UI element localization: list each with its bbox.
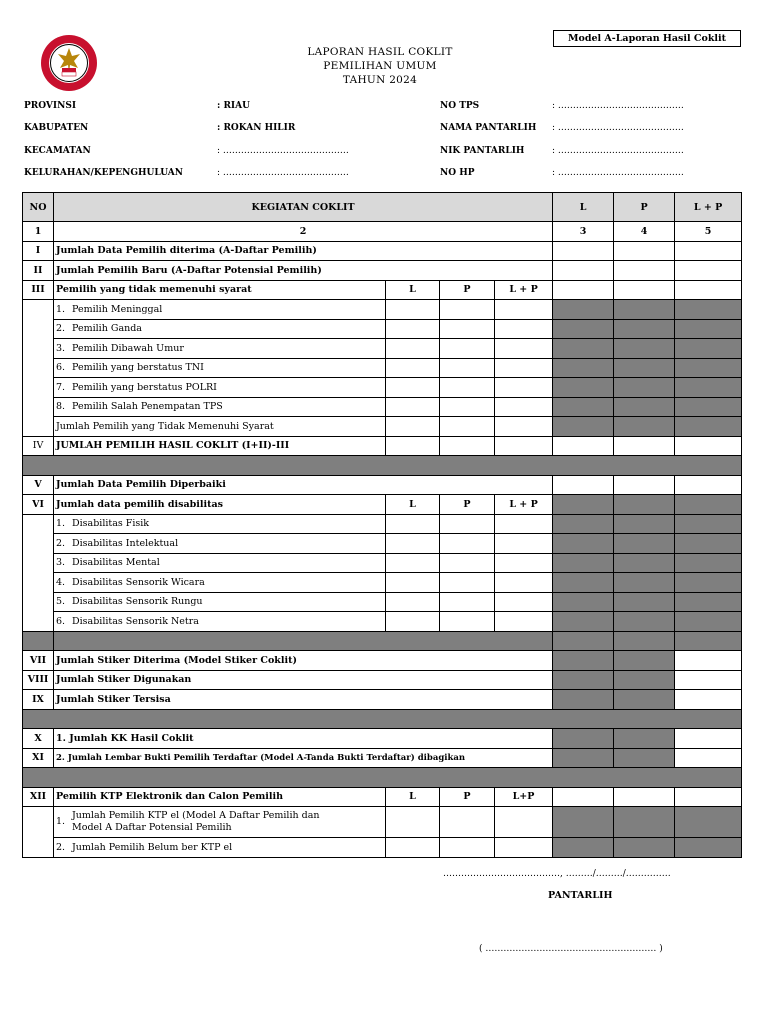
role-label: PANTARLIH	[548, 890, 613, 901]
cell-l[interactable]	[386, 417, 440, 437]
table-row	[23, 436, 742, 456]
shaded-cell	[553, 378, 614, 398]
table-row	[23, 690, 742, 710]
cell-p[interactable]	[614, 787, 675, 807]
table-row	[23, 729, 742, 749]
cell-l[interactable]	[386, 807, 440, 838]
cell-lp[interactable]	[495, 534, 553, 554]
item-number: 6.	[56, 615, 66, 627]
shaded-cell	[553, 807, 614, 838]
cell-p[interactable]	[614, 280, 675, 300]
item-label: Pemilih Dibawah Umur	[72, 342, 184, 354]
row-label: Pemilih KTP Elektronik dan Calon Pemilih	[54, 787, 386, 807]
item-label: Pemilih Meninggal	[72, 303, 163, 315]
shaded-cell	[675, 838, 742, 858]
nik-pantarlih-value[interactable]: : ……………………………………	[552, 146, 684, 156]
cell-l[interactable]	[386, 534, 440, 554]
row-label: 2. Jumlah Lembar Bukti Pemilih Terdaftar (Model A-Tanda Bukti Terdaftar) dibagikan	[54, 748, 553, 768]
cell-l[interactable]	[386, 592, 440, 612]
cell-l[interactable]	[386, 300, 440, 320]
shaded-separator	[54, 631, 553, 651]
item-label: Pemilih yang berstatus POLRI	[72, 381, 217, 393]
date-line[interactable]: …………………………………, ………/………/……………	[443, 869, 671, 879]
cell-l[interactable]	[553, 261, 614, 281]
shaded-cell	[553, 651, 614, 671]
cell-l[interactable]	[386, 436, 440, 456]
cell-p[interactable]	[440, 417, 495, 437]
header-lp: L + P	[675, 193, 742, 222]
row-no: III	[23, 280, 54, 300]
cell-p[interactable]	[614, 475, 675, 495]
provinsi-label: PROVINSI	[24, 101, 77, 111]
cell-l[interactable]	[386, 378, 440, 398]
item-number: 3.	[56, 342, 66, 354]
shaded-cell	[614, 612, 675, 632]
list-item	[23, 534, 742, 554]
num-c3: 3	[553, 222, 614, 242]
list-item	[23, 514, 742, 534]
shaded-cell	[553, 339, 614, 359]
shaded-cell	[675, 417, 742, 437]
cell-lp[interactable]	[675, 748, 742, 768]
item-number: 1.	[56, 518, 66, 530]
cell-lp[interactable]	[495, 436, 553, 456]
item-label: Disabilitas Mental	[72, 557, 160, 569]
cell-p[interactable]	[440, 514, 495, 534]
table-row	[23, 261, 742, 281]
cell-l[interactable]	[386, 838, 440, 858]
shaded-cell	[614, 495, 675, 515]
report-title	[250, 45, 510, 87]
sub-header-p: P	[440, 495, 495, 515]
shaded-cell	[553, 553, 614, 573]
item-number: 7.	[56, 381, 66, 393]
no-hp-value[interactable]: : ……………………………………	[552, 168, 684, 178]
cell-p[interactable]	[440, 397, 495, 417]
item-label-line1: Jumlah Pemilih KTP el (Model A Daftar Pemilih dan	[72, 810, 320, 821]
table-row	[23, 748, 742, 768]
shaded-separator	[23, 456, 742, 476]
row-label: Jumlah Pemilih Baru (A-Daftar Potensial Pemilih)	[54, 261, 553, 281]
row-no: XII	[23, 787, 54, 807]
cell-lp[interactable]	[495, 378, 553, 398]
row-no-blank	[23, 514, 54, 631]
list-item	[23, 300, 742, 320]
shaded-cell	[614, 358, 675, 378]
shaded-cell	[553, 319, 614, 339]
cell-lp[interactable]	[495, 807, 553, 838]
item-number: 5.	[56, 596, 66, 608]
row-no-blank	[23, 807, 54, 858]
shaded-cell	[614, 339, 675, 359]
shaded-cell	[553, 397, 614, 417]
nama-pantarlih-label: NAMA PANTARLIH	[440, 123, 537, 133]
row-no: II	[23, 261, 54, 281]
shaded-cell	[614, 378, 675, 398]
row-no: IV	[23, 436, 54, 456]
kabupaten-label: KABUPATEN	[24, 123, 89, 133]
row-label: 1. Jumlah KK Hasil Coklit	[54, 729, 553, 749]
cell-l[interactable]	[386, 319, 440, 339]
shaded-cell	[675, 339, 742, 359]
shaded-cell	[675, 300, 742, 320]
shaded-cell	[553, 670, 614, 690]
shaded-separator	[23, 768, 742, 788]
cell-lp[interactable]	[495, 592, 553, 612]
cell-p[interactable]	[440, 612, 495, 632]
row-no: I	[23, 241, 54, 261]
item-total-label: Jumlah Pemilih yang Tidak Memenuhi Syarat	[54, 417, 386, 437]
item-label: Disabilitas Sensorik Rungu	[72, 596, 203, 608]
header-l: L	[553, 193, 614, 222]
header-p: P	[614, 193, 675, 222]
shaded-cell	[614, 534, 675, 554]
kpu-logo	[40, 34, 98, 92]
item-label: Disabilitas Sensorik Netra	[72, 615, 199, 627]
shaded-cell	[553, 514, 614, 534]
item-label: Jumlah Pemilih Belum ber KTP el	[72, 841, 233, 853]
row-no: VI	[23, 495, 54, 515]
shaded-cell	[675, 319, 742, 339]
row-no: VII	[23, 651, 54, 671]
cell-lp[interactable]	[495, 553, 553, 573]
cell-l[interactable]	[386, 358, 440, 378]
shaded-cell	[675, 592, 742, 612]
shaded-cell	[675, 534, 742, 554]
shaded-cell	[553, 838, 614, 858]
provinsi-value[interactable]: : RIAU	[217, 101, 250, 111]
kecamatan-label: KECAMATAN	[24, 146, 91, 156]
cell-l[interactable]	[553, 280, 614, 300]
row-no: IX	[23, 690, 54, 710]
shaded-cell	[553, 300, 614, 320]
cell-lp[interactable]	[675, 787, 742, 807]
list-item	[23, 807, 742, 838]
shaded-cell	[675, 378, 742, 398]
kelurahan-label: KELURAHAN/KEPENGHULUAN	[24, 168, 184, 178]
table-row	[23, 475, 742, 495]
cell-p[interactable]	[440, 534, 495, 554]
shaded-cell	[675, 573, 742, 593]
item-label: Disabilitas Intelektual	[72, 537, 179, 549]
list-item	[23, 838, 742, 858]
no-hp-label: NO HP	[440, 168, 475, 178]
num-c4: 4	[614, 222, 675, 242]
row-label: Jumlah Stiker Tersisa	[54, 690, 553, 710]
title-line-1: LAPORAN HASIL COKLIT	[307, 46, 453, 58]
shaded-cell	[553, 729, 614, 749]
cell-p[interactable]	[614, 241, 675, 261]
shaded-cell	[614, 807, 675, 838]
item-number: 1.	[56, 816, 66, 827]
shaded-cell	[614, 838, 675, 858]
list-item	[23, 612, 742, 632]
shaded-separator	[675, 631, 742, 651]
list-item-total	[23, 417, 742, 437]
cell-lp[interactable]	[675, 261, 742, 281]
cell-lp[interactable]	[495, 514, 553, 534]
row-label: Jumlah Data Pemilih Diperbaiki	[54, 475, 553, 495]
cell-p[interactable]	[440, 838, 495, 858]
cell-l[interactable]	[386, 514, 440, 534]
shaded-cell	[553, 417, 614, 437]
cell-p[interactable]	[440, 358, 495, 378]
sub-header-lp: L+P	[495, 787, 553, 807]
table-row	[23, 241, 742, 261]
shaded-separator	[614, 631, 675, 651]
separator-row	[23, 768, 742, 788]
cell-lp[interactable]	[675, 436, 742, 456]
item-number: 2.	[56, 537, 66, 549]
shaded-cell	[553, 612, 614, 632]
row-label: JUMLAH PEMILIH HASIL COKLIT (I+II)-III	[54, 436, 386, 456]
shaded-cell	[614, 319, 675, 339]
row-label: Jumlah data pemilih disabilitas	[54, 495, 386, 515]
item-number: 2.	[56, 841, 66, 853]
sub-header-l: L	[386, 495, 440, 515]
cell-p[interactable]	[440, 553, 495, 573]
list-item	[23, 573, 742, 593]
kelurahan-value[interactable]: : ……………………………………	[217, 168, 349, 178]
list-item	[23, 319, 742, 339]
shaded-cell	[614, 553, 675, 573]
table-row	[23, 651, 742, 671]
item-label: Disabilitas Sensorik Wicara	[72, 576, 205, 588]
list-item	[23, 358, 742, 378]
sub-header-p: P	[440, 787, 495, 807]
shaded-cell	[614, 300, 675, 320]
num-c1: 1	[23, 222, 54, 242]
cell-p[interactable]	[614, 436, 675, 456]
sub-header-lp: L + P	[495, 495, 553, 515]
row-label: Jumlah Stiker Digunakan	[54, 670, 553, 690]
header-row	[23, 193, 742, 222]
cell-l[interactable]	[553, 241, 614, 261]
no-tps-value[interactable]: : ……………………………………	[552, 101, 684, 111]
shaded-cell	[614, 397, 675, 417]
list-item	[23, 339, 742, 359]
sub-header-l: L	[386, 787, 440, 807]
cell-lp[interactable]	[495, 397, 553, 417]
cell-p[interactable]	[440, 300, 495, 320]
row-no-blank	[23, 300, 54, 437]
shaded-cell	[553, 534, 614, 554]
item-number: 2.	[56, 323, 66, 335]
shaded-cell	[614, 573, 675, 593]
shaded-cell	[675, 495, 742, 515]
signature-line[interactable]: ( ………………………………………………… )	[479, 944, 663, 954]
cell-lp[interactable]	[495, 573, 553, 593]
model-label: Model A-Laporan Hasil Coklit	[553, 30, 741, 47]
cell-lp[interactable]	[495, 319, 553, 339]
cell-l[interactable]	[553, 787, 614, 807]
row-no: VIII	[23, 670, 54, 690]
num-c2: 2	[54, 222, 553, 242]
shaded-cell	[675, 358, 742, 378]
shaded-cell	[614, 417, 675, 437]
num-c5: 5	[675, 222, 742, 242]
row-no: XI	[23, 748, 54, 768]
item-number: 1.	[56, 303, 66, 315]
sub-header-l: L	[386, 280, 440, 300]
item-label: Pemilih yang berstatus TNI	[72, 362, 204, 374]
cell-lp[interactable]	[495, 339, 553, 359]
header-no: NO	[23, 193, 54, 222]
cell-lp[interactable]	[495, 300, 553, 320]
cell-p[interactable]	[440, 436, 495, 456]
cell-l[interactable]	[386, 573, 440, 593]
cell-lp[interactable]	[675, 729, 742, 749]
shaded-cell	[614, 670, 675, 690]
item-label: Pemilih Salah Penempatan TPS	[72, 401, 223, 413]
cell-l[interactable]	[386, 397, 440, 417]
table-row	[23, 670, 742, 690]
shaded-cell	[614, 514, 675, 534]
title-line-3: TAHUN 2024	[342, 74, 418, 86]
cell-p[interactable]	[440, 339, 495, 359]
shaded-separator	[23, 631, 54, 651]
list-item	[23, 592, 742, 612]
shaded-cell	[614, 748, 675, 768]
cell-lp[interactable]	[495, 417, 553, 437]
cell-lp[interactable]	[675, 280, 742, 300]
item-number: 6.	[56, 362, 66, 374]
shaded-cell	[675, 807, 742, 838]
cell-l[interactable]	[386, 612, 440, 632]
cell-p[interactable]	[440, 592, 495, 612]
row-no: V	[23, 475, 54, 495]
row-label: Jumlah Stiker Diterima (Model Stiker Coklit)	[54, 651, 553, 671]
row-label: Pemilih yang tidak memenuhi syarat	[54, 280, 386, 300]
table-row	[23, 787, 742, 807]
cell-l[interactable]	[553, 475, 614, 495]
shaded-cell	[675, 514, 742, 534]
shaded-cell	[553, 592, 614, 612]
cell-lp[interactable]	[495, 838, 553, 858]
table-row	[23, 280, 742, 300]
shaded-cell	[553, 573, 614, 593]
shaded-cell	[614, 651, 675, 671]
shaded-cell	[675, 612, 742, 632]
shaded-cell	[614, 690, 675, 710]
row-no: X	[23, 729, 54, 749]
item-number: 8.	[56, 401, 66, 413]
table-row	[23, 495, 742, 515]
item-label: Disabilitas Fisik	[72, 518, 150, 530]
shaded-cell	[553, 690, 614, 710]
item-label: Pemilih Ganda	[72, 323, 142, 335]
cell-l[interactable]	[386, 553, 440, 573]
cell-l[interactable]	[553, 436, 614, 456]
shaded-cell	[614, 729, 675, 749]
shaded-cell	[553, 358, 614, 378]
item-number: 3.	[56, 557, 66, 569]
cell-lp[interactable]	[675, 475, 742, 495]
cell-lp[interactable]	[675, 241, 742, 261]
sub-header-p: P	[440, 280, 495, 300]
shaded-separator	[23, 709, 742, 729]
cell-lp[interactable]	[675, 651, 742, 671]
no-tps-label: NO TPS	[440, 101, 480, 111]
title-line-2: PEMILIHAN UMUM	[323, 60, 437, 72]
list-item	[23, 397, 742, 417]
cell-p[interactable]	[614, 261, 675, 281]
shaded-cell	[614, 592, 675, 612]
nama-pantarlih-value[interactable]: : ……………………………………	[552, 123, 684, 133]
shaded-separator	[553, 631, 614, 651]
shaded-cell	[553, 495, 614, 515]
list-item	[23, 378, 742, 398]
header-kegiatan: KEGIATAN COKLIT	[54, 193, 553, 222]
cell-lp[interactable]	[495, 358, 553, 378]
nik-pantarlih-label: NIK PANTARLIH	[440, 146, 525, 156]
cell-p[interactable]	[440, 573, 495, 593]
cell-lp[interactable]	[675, 690, 742, 710]
separator-row	[23, 709, 742, 729]
list-item	[23, 553, 742, 573]
shaded-cell	[553, 748, 614, 768]
row-label: Jumlah Data Pemilih diterima (A-Daftar Pemilih)	[54, 241, 553, 261]
coklit-table	[22, 192, 742, 858]
shaded-cell	[675, 397, 742, 417]
cell-lp[interactable]	[675, 670, 742, 690]
numbering-row	[23, 222, 742, 242]
separator-row	[23, 631, 742, 651]
kabupaten-value[interactable]: : ROKAN HILIR	[217, 123, 296, 133]
cell-p[interactable]	[440, 378, 495, 398]
cell-l[interactable]	[386, 339, 440, 359]
separator-row	[23, 456, 742, 476]
cell-p[interactable]	[440, 807, 495, 838]
kecamatan-value[interactable]: : ……………………………………	[217, 146, 349, 156]
cell-lp[interactable]	[495, 612, 553, 632]
shaded-cell	[675, 553, 742, 573]
item-label-line2: Model A Daftar Potensial Pemilih	[72, 822, 232, 833]
item-number: 4.	[56, 576, 66, 588]
cell-p[interactable]	[440, 319, 495, 339]
sub-header-lp: L + P	[495, 280, 553, 300]
